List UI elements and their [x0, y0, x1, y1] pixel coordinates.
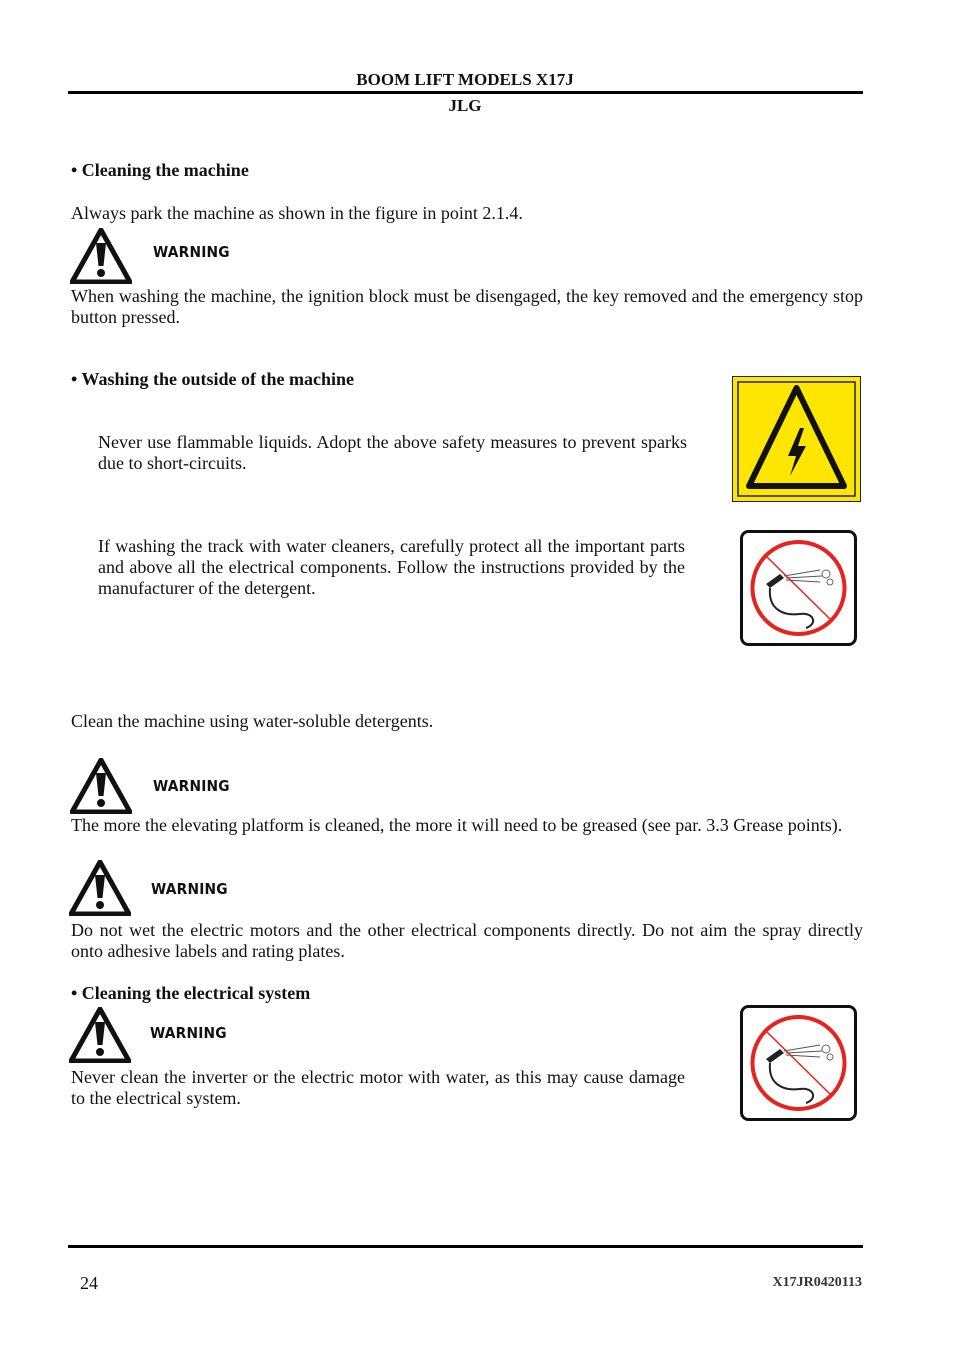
heading-washing-outside: • Washing the outside of the machine	[71, 369, 354, 389]
warning-text-grease: The more the elevating platform is cleaned, the more it will need to be greased (see par. 3.3 Grease points).	[71, 815, 843, 835]
water-soluble-text: Clean the machine using water-soluble detergents.	[71, 711, 434, 731]
warning-label: WARNING	[153, 777, 230, 795]
header-title: BOOM LIFT MODELS X17J	[356, 70, 574, 89]
warning-label: WARNING	[153, 243, 230, 261]
header-rule	[68, 91, 863, 94]
header-brand: JLG	[448, 96, 482, 115]
warning-triangle-icon	[69, 860, 131, 916]
warning-triangle-icon	[70, 758, 132, 814]
warning-text-inverter: Never clean the inverter or the electric motor with water, as this may cause damage to the electrical system.	[71, 1067, 685, 1108]
cleaning-intro: Always park the machine as shown in the figure in point 2.1.4.	[71, 203, 523, 223]
warning-label: WARNING	[151, 880, 228, 898]
heading-cleaning-machine: • Cleaning the machine	[71, 160, 249, 180]
warning-text-ignition: When washing the machine, the ignition block must be disengaged, the key removed and the emergency stop button pressed.	[71, 286, 863, 327]
warning-text-electric-motors: Do not wet the electric motors and the other electrical components directly. Do not aim the spray directly onto adhesive labels and rating plates.	[71, 920, 863, 961]
page-number: 24	[80, 1273, 98, 1293]
document-code: X17JR0420113	[772, 1275, 862, 1290]
flammable-liquids-text: Never use flammable liquids. Adopt the above safety measures to prevent sparks due to short-circuits.	[98, 432, 687, 473]
heading-cleaning-electrical: • Cleaning the electrical system	[71, 983, 311, 1003]
warning-triangle-icon	[69, 1007, 131, 1063]
water-cleaners-text: If washing the track with water cleaners, carefully protect all the important parts and above all the electrical components. Follow the instructions provided by the manufacturer of the detergent.	[98, 536, 685, 598]
warning-label: WARNING	[150, 1024, 227, 1042]
footer-rule	[68, 1245, 863, 1248]
warning-triangle-icon	[70, 228, 132, 284]
no-water-spray-icon	[740, 530, 857, 646]
no-water-spray-icon	[740, 1005, 857, 1121]
electric-hazard-icon	[732, 376, 861, 502]
